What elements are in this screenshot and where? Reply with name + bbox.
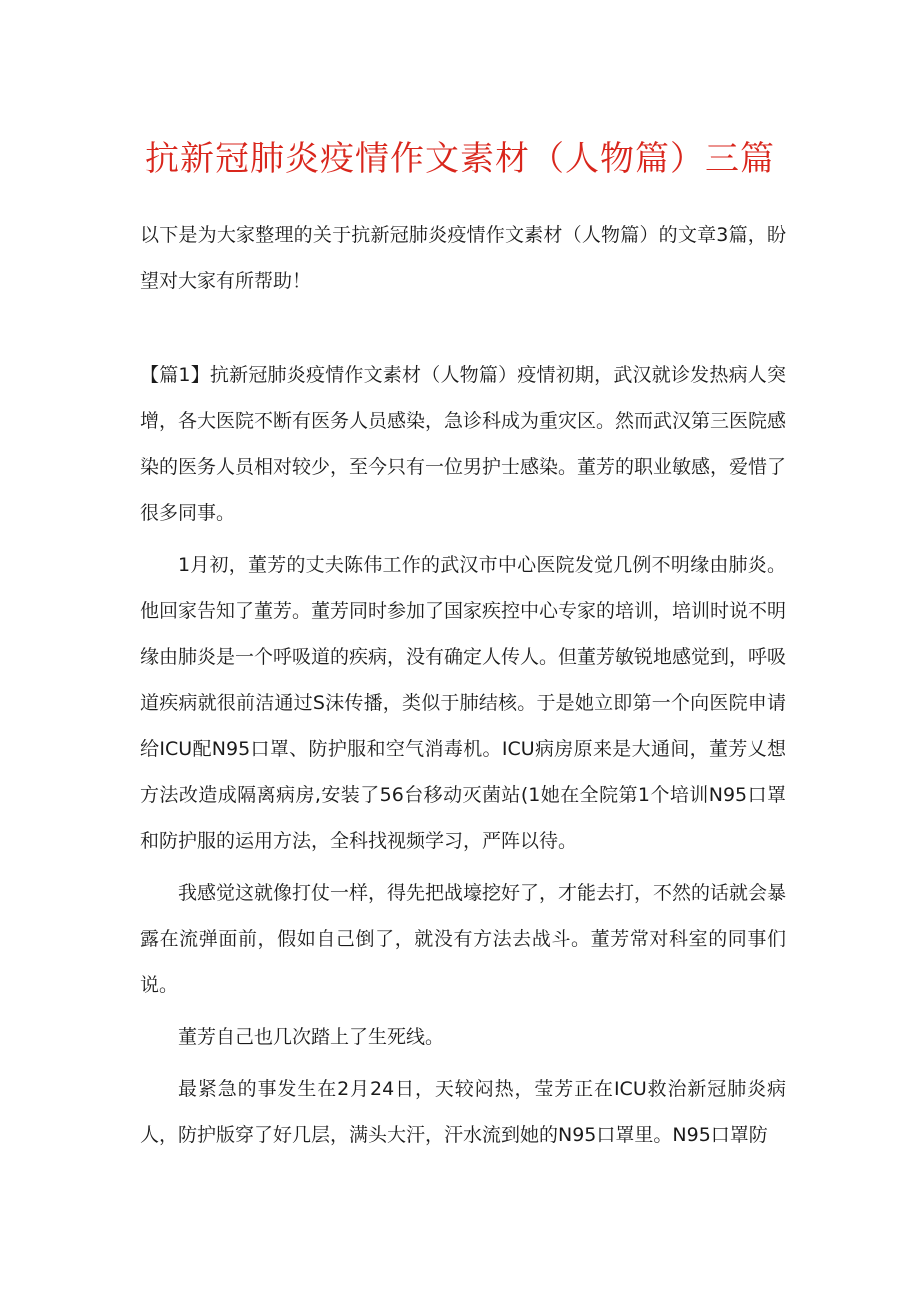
document-title: 抗新冠肺炎疫情作文素材（人物篇）三篇	[145, 139, 775, 179]
paragraph-2: 1月初，董芳的丈夫陈伟工作的武汉市中心医院发觉几例不明缘由肺炎。他回家告知了董芳。董芳同时参加了国家疾控中心专家的培训，培训时说不明缘由肺炎是一个呼吸道的疾病，没有确定人传人。但董芳敏锐地感觉到，呼吸道疾病就很前洁通过S沫传播，类似于肺结核。于是她立即第一个向医院申请给ICU配N95口罩、防护服和空气消毒机。ICU病房原来是大通间，董芳乂想方法改造成隔离病房,安装了56台移动灭菌站(1她在全院第1个培训N95口罩和防护服的运用方法，全科找视频学习，严阵以待。	[140, 554, 787, 852]
intro-paragraph: 以下是为大家整理的关于抗新冠肺炎疫情作文素材（人物篇）的文章3篇，盼望对大家有所帮助！	[140, 224, 786, 292]
paragraph-1: 【篇1】抗新冠肺炎疫情作文素材（人物篇）疫情初期，武汉就诊发热病人突增，各大医院不断有医务人员感染，急诊科成为重灾区。然而武汉第三医院感染的医务人员相对较少，至今只有一位男护士感染。董芳的职业敏感，爱惜了很多同事。	[140, 364, 787, 524]
paragraph-5: 最紧急的事发生在2月24日，天较闷热，莹芳正在ICU救治新冠肺炎病人，防护版穿了好几层，满头大汗，汗水流到她的N95口罩里。N95口罩防	[140, 1078, 786, 1146]
intro-section	[140, 212, 786, 304]
paragraph-3: 我感觉这就像打仗一样，得先把战壕挖好了，才能去打，不然的话就会暴露在流弹面前，假如自己倒了，就没有方法去战斗。董芳常对科室的同事们说。	[140, 882, 787, 996]
article-body	[140, 352, 786, 1158]
paragraph-4: 董芳自己也几次踏上了生死线。	[178, 1026, 445, 1048]
